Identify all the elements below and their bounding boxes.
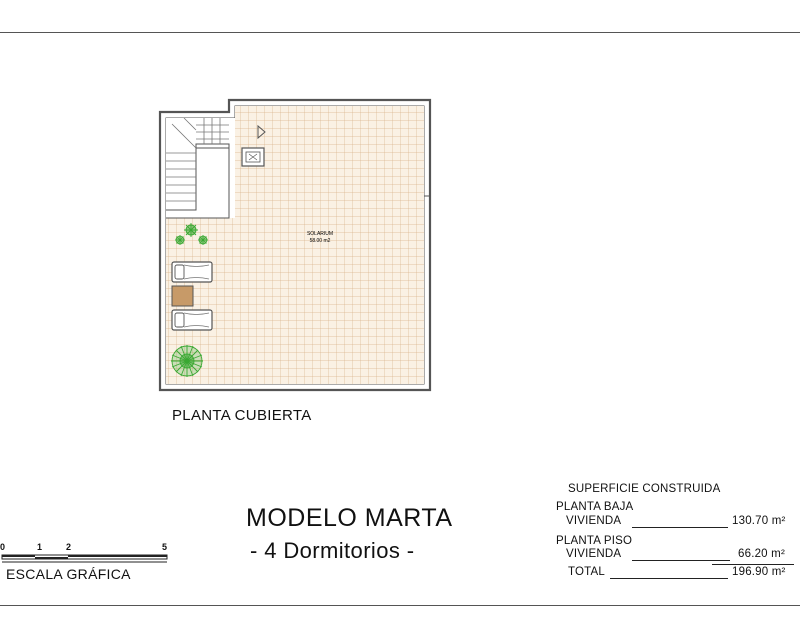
scale-tick-0: 0 [0, 542, 6, 552]
area-heading: SUPERFICIE CONSTRUIDA [568, 483, 721, 495]
room-area-label: 58.00 m2 [309, 238, 331, 244]
room-name-label: SOLARIUM [306, 231, 334, 237]
scale-tick-1: 1 [37, 542, 43, 552]
scale-tick-2: 2 [66, 542, 72, 552]
leader-line [610, 578, 728, 579]
planta-piso-label: PLANTA PISO [556, 535, 633, 547]
plant-icon [184, 223, 198, 237]
scale-tick-5: 5 [162, 542, 168, 552]
planta-piso-value: 66.20 m² [738, 548, 785, 560]
sun-lounger [172, 310, 212, 330]
planta-baja-item: VIVIENDA [566, 515, 622, 527]
sun-lounger [172, 262, 212, 282]
side-table [172, 286, 193, 306]
model-title: MODELO MARTA [246, 504, 453, 532]
planta-baja-value: 130.70 m² [732, 515, 786, 527]
scale-bar [2, 555, 167, 562]
total-label: TOTAL [568, 566, 605, 578]
planta-baja-label: PLANTA BAJA [556, 501, 634, 513]
skylight-box [242, 148, 264, 166]
plant-icon [198, 235, 208, 245]
plant-icon [175, 235, 185, 245]
planta-piso-item: VIVIENDA [566, 548, 622, 560]
sum-line [712, 564, 794, 565]
plan-title: PLANTA CUBIERTA [172, 407, 312, 424]
total-value: 196.90 m² [732, 566, 786, 578]
leader-line [632, 527, 728, 528]
scale-label: ESCALA GRÁFICA [6, 566, 131, 582]
leader-line [632, 560, 730, 561]
model-subtitle: - 4 Dormitorios - [250, 538, 415, 563]
